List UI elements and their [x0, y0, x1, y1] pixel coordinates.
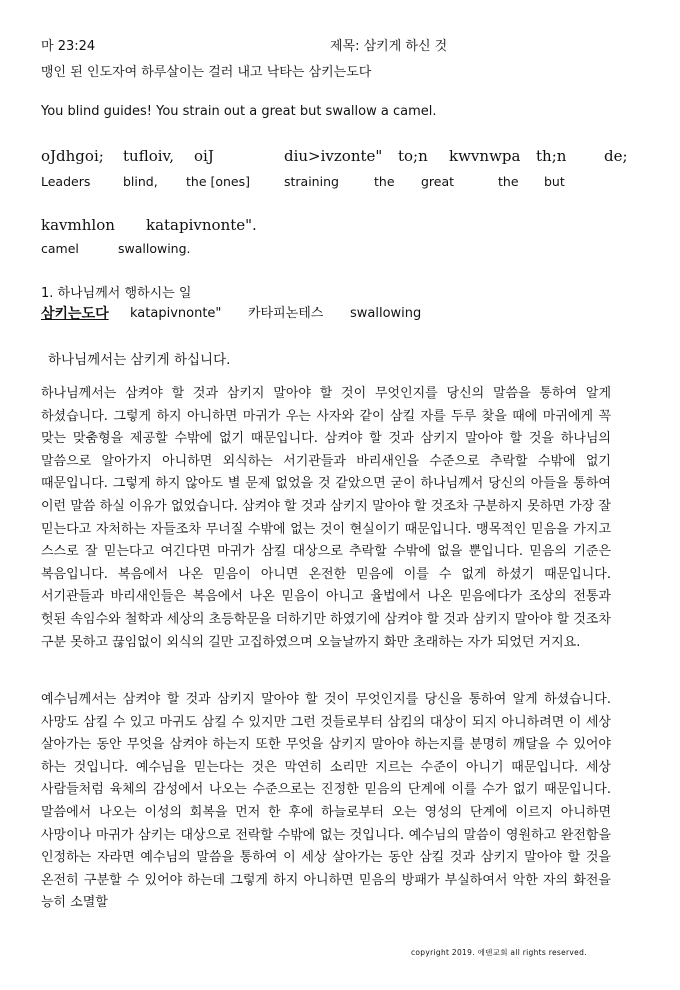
greek-word: diu>ivzonte": [284, 147, 383, 165]
greek-word: oJdhgoi;: [41, 147, 104, 165]
keyword-greek: katapivnonte": [130, 306, 222, 321]
gloss-word: the: [498, 174, 519, 189]
greek-word: oiJ: [194, 147, 214, 165]
greek-word: de;: [604, 147, 628, 165]
keyword-transliteration: 카타피논테스: [248, 306, 324, 321]
gloss-word: straining: [284, 174, 339, 189]
keyword-english: swallowing: [350, 306, 422, 321]
copyright-footer: copyright 2019. 에덴교회 all rights reserved.: [411, 948, 587, 957]
keyword-term: 삼키는도다: [41, 306, 109, 322]
intro-sentence: 하나님께서는 삼키게 하십니다.: [48, 352, 231, 368]
gloss-word: great: [421, 174, 455, 189]
verse-korean: 맹인 된 인도자여 하루살이는 걸러 내고 낙타는 삼키는도다: [41, 65, 372, 80]
greek-word: to;n: [398, 147, 428, 165]
sermon-title: 제목: 삼키게 하신 것: [330, 39, 448, 54]
gloss-word: the [ones]: [186, 174, 251, 189]
greek-word: katapivnonte".: [146, 216, 257, 234]
greek-word: th;n: [536, 147, 567, 165]
body-paragraph: 예수님께서는 삼켜야 할 것과 삼키지 말아야 할 것이 무엇인지를 당신을 통하여 알게 하셨습니다. 사망도 삼킬 수 있고 마귀도 삼킬 수 있지만 그런 것들로부터 삼킴의 대상이 되지 아니하려면 이 세상 살아가는 동안 무엇을 삼켜야 하는지 또한 무엇을 삼키지 말아야 하는지를 분명히 깨달을 수 있어야 하는 것입니다. 예수님을 믿는다는 것은 막연히 소리만 지르는 수준이 아니기 때문입니다. 세상 사람들처럼 육체의 감성에서 나오는 수준으로는 진정한 믿음의 단계에 이를 수가 없기 때문입니다. 말씀에서 나오는 이성의 회복을 먼저 한 후에 하늘로부터 오는 영성의 단계에 이르지 아니하면 사망이나 마귀가 삼키는 대상으로 전락할 수밖에 없는 것입니다. 예수님의 말씀이 영원하고 완전함을 인정하는 자라면 예수님의 말씀을 통하여 이 세상 살아가는 동안 삼킬 것과 삼키지 말아야 할 것을 온전히 구분할 수 있어야 하는데 그렇게 하지 아니하면 믿음의 방패가 부실하여서 악한 자의 화전을 능히 소멸할: [41, 692, 611, 911]
gloss-word: Leaders: [41, 174, 91, 189]
greek-word: kwvnwpa: [449, 147, 521, 165]
gloss-word: the: [374, 174, 395, 189]
gloss-word: camel: [41, 241, 79, 256]
greek-word: kavmhlon: [41, 216, 115, 234]
scripture-reference: 마 23:24: [41, 39, 96, 54]
gloss-word: blind,: [123, 174, 158, 189]
section-heading: 1. 하나님께서 행하시는 일: [41, 286, 192, 301]
gloss-word: but: [544, 174, 565, 189]
body-paragraph: 하나님께서는 삼켜야 할 것과 삼키지 말아야 할 것이 무엇인지를 당신의 말씀을 통하여 알게 하셨습니다. 그렇게 하지 아니하면 마귀가 우는 사자와 같이 삼킬 자를 두루 찾을 때에 마귀에게 꼭 맞는 맞춤형을 제공할 수밖에 없기 때문입니다. 삼켜야 할 것과 삼키지 말아야 할 것을 하나님의 말씀으로 알아가지 아니하면 외식하는 서기관들과 바리새인을 수준으로 추락할 수밖에 없기 때문입니다. 그렇게 하지 않아도 별 문제 없었을 것 같았으면 굳이 하나님께서 당신의 아들을 통하여 이런 말씀 하실 이유가 없었습니다. 삼켜야 할 것과 삼키지 말아야 할 것조차 구분하지 못하면 가장 잘 믿는다고 자처하는 자들조차 무너질 수밖에 없는 것이 현실이기 때문입니다. 맹목적인 믿음을 가지고 스스로 잘 믿는다고 여긴다면 마귀가 삼킬 대상으로 추락할 수밖에 없을 뿐입니다. 믿음의 기준은 복음입니다. 복음에서 나온 믿음이 아니면 온전한 믿음에 이를 수 없게 하셨기 때문입니다. 서기관들과 바리새인들은 복음에서 나온 믿음이 아니고 율법에서 나온 믿음에다가 조상의 전통과 헛된 속임수와 철학과 세상의 초등학문을 더하기만 하였기에 삼켜야 할 것과 삼키지 말아야 할 것조차 구분 못하고 끊임없이 외식의 길만 고집하였으며 오늘날까지 화만 초래하는 자가 되었던 거지요.: [41, 386, 612, 650]
verse-english: You blind guides! You strain out a great but swallow a camel.: [41, 104, 437, 119]
greek-word: tufloiv,: [123, 147, 174, 165]
gloss-word: swallowing.: [118, 241, 191, 256]
